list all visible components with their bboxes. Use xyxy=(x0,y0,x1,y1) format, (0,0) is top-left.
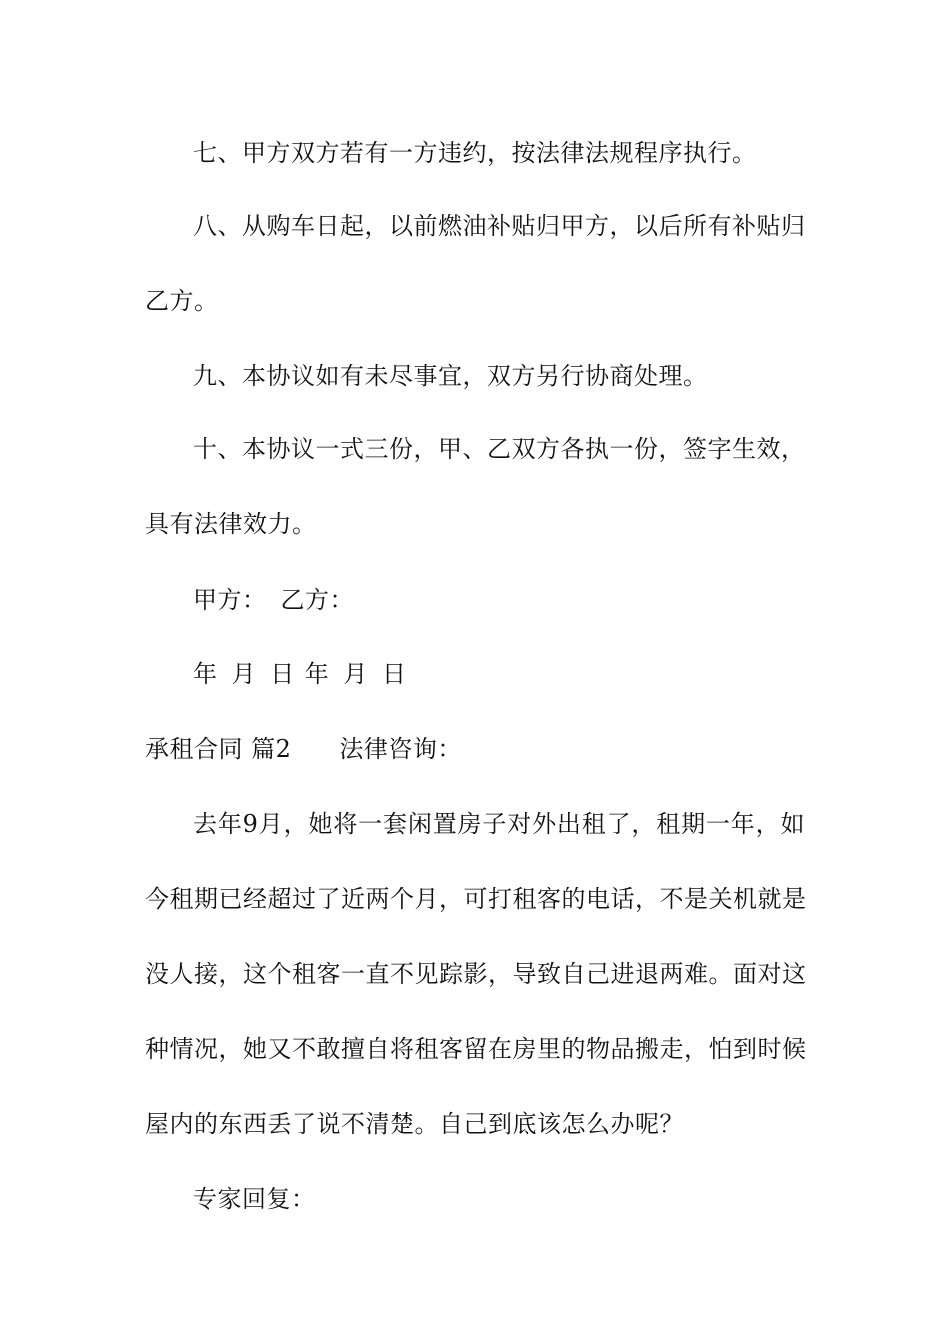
body-line-2: 今租期已经超过了近两个月，可打租客的电话，不是关机就是 xyxy=(145,885,807,913)
date-b: 年 月 日 xyxy=(304,660,407,688)
body-line-1: 去年9月，她将一套闲置房子对外出租了，租期一年，如 xyxy=(193,810,805,838)
party-a-label: 甲方： xyxy=(193,586,267,614)
clause-10-line-2: 具有法律效力。 xyxy=(145,510,317,538)
date-line xyxy=(193,658,407,690)
body-line-5: 屋内的东西丢了说不清楚。自己到底该怎么办呢？ xyxy=(145,1110,684,1138)
body-line-3: 没人接，这个租客一直不见踪影，导致自己进退两难。面对这 xyxy=(145,960,807,988)
clause-9: 九、本协议如有未尽事宜，双方另行协商处理。 xyxy=(193,362,708,390)
party-b-label: 乙方： xyxy=(280,586,354,614)
clause-8-line-2: 乙方。 xyxy=(145,287,219,315)
section-2-title: 承租合同 篇2 xyxy=(145,735,292,763)
section-2-heading xyxy=(145,733,462,765)
body-line-4: 种情况，她又不敢擅自将租客留在房里的物品搬走，怕到时候 xyxy=(145,1035,807,1063)
expert-reply-label: 专家回复： xyxy=(193,1185,316,1213)
signature-line xyxy=(193,584,354,616)
clause-7: 七、甲方双方若有一方违约，按法律法规程序执行。 xyxy=(193,139,757,167)
clause-10-line-1: 十、本协议一式三份，甲、乙双方各执一份，签字生效， xyxy=(193,435,806,463)
date-a: 年 月 日 xyxy=(193,660,295,688)
legal-consult-label: 法律咨询： xyxy=(339,735,462,763)
clause-8-line-1: 八、从购车日起，以前燃油补贴归甲方，以后所有补贴归 xyxy=(193,212,806,240)
